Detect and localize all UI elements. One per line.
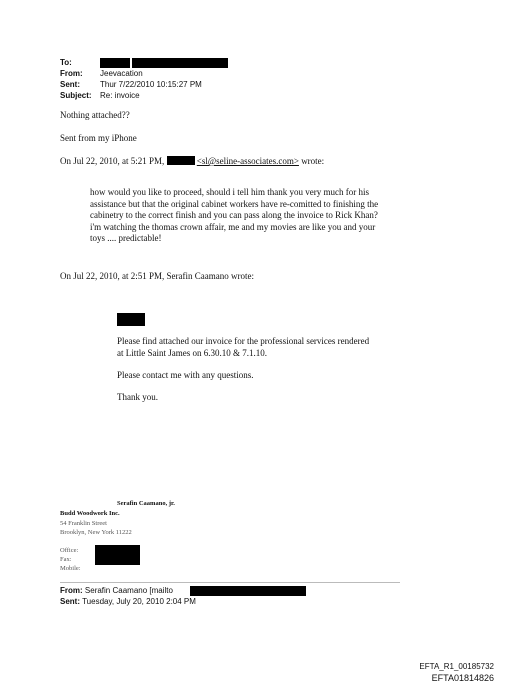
- signature-name: Serafin Caamano, jr.: [117, 500, 175, 507]
- quote1-line: assistance but that the original cabinet workers have re-comitted to finishing the: [90, 198, 379, 209]
- from-label: From:: [60, 69, 83, 78]
- forward-from-value: Serafin Caamano [mailto: [84, 586, 173, 595]
- office-label: Office:: [60, 547, 79, 554]
- signature-company: Budd Woodwork Inc.: [60, 510, 120, 517]
- footer-id-2: EFTA01814826: [431, 673, 494, 683]
- to-label: To:: [60, 58, 72, 67]
- quote2-thanks: Thank you.: [117, 392, 158, 402]
- email-link[interactable]: <sl@seline-associates.com>: [196, 156, 299, 166]
- fax-label: Fax:: [60, 556, 72, 563]
- quote2-line: at Little Saint James on 6.30.10 & 7.1.10.: [117, 347, 267, 358]
- body-line-2: Sent from my iPhone: [60, 133, 137, 143]
- sent-label: Sent:: [60, 80, 80, 89]
- quote2-line: Please find attached our invoice for the professional services rendered: [117, 336, 370, 346]
- body-line-1: Nothing attached??: [60, 110, 130, 120]
- quote1-line: how would you like to proceed, should i tell him thank you very much for his: [90, 187, 369, 197]
- subject-value: Re: invoice: [100, 91, 140, 100]
- redaction-block: [95, 545, 140, 565]
- sent-value: Thur 7/22/2010 10:15:27 PM: [100, 80, 202, 89]
- forward-sent: [60, 597, 196, 606]
- quote1-body: [90, 187, 378, 245]
- subject-label: Subject:: [60, 91, 92, 100]
- forward-from: [60, 586, 173, 595]
- quote1-line: cabinetry to the correct finish and you can pass along the invoice to Rick Khan?: [90, 210, 378, 220]
- divider: [60, 582, 400, 583]
- signature-street: 54 Franklin Street: [60, 520, 107, 527]
- footer-id-1: EFTA_R1_00185732: [419, 662, 494, 671]
- forward-sent-label: Sent:: [60, 597, 80, 606]
- quote2-header: On Jul 22, 2010, at 2:51 PM, Serafin Caamano wrote:: [60, 271, 254, 281]
- quote1-line: toys .... predictable!: [90, 233, 162, 243]
- redaction-block: [132, 58, 228, 68]
- quote2-body: [117, 336, 369, 359]
- redaction-block: [190, 586, 306, 596]
- quote1-prefix: On Jul 22, 2010, at 5:21 PM,: [60, 156, 165, 166]
- quote1-suffix: wrote:: [301, 156, 325, 166]
- redaction-block: [167, 156, 195, 165]
- mobile-label: Mobile:: [60, 565, 81, 572]
- forward-sent-value: Tuesday, July 20, 2010 2:04 PM: [82, 597, 196, 606]
- quote1-line: i'm watching the thomas crown affair, me and my movies are like you and your: [90, 221, 376, 232]
- quote2-contact: Please contact me with any questions.: [117, 370, 254, 380]
- quote1-header: [60, 156, 324, 166]
- signature-city: Brooklyn, New York 11222: [60, 529, 132, 536]
- forward-from-label: From:: [60, 586, 83, 595]
- redaction-block: [117, 313, 145, 326]
- redaction-block: [100, 58, 130, 68]
- from-value: Jeevacation: [100, 69, 143, 78]
